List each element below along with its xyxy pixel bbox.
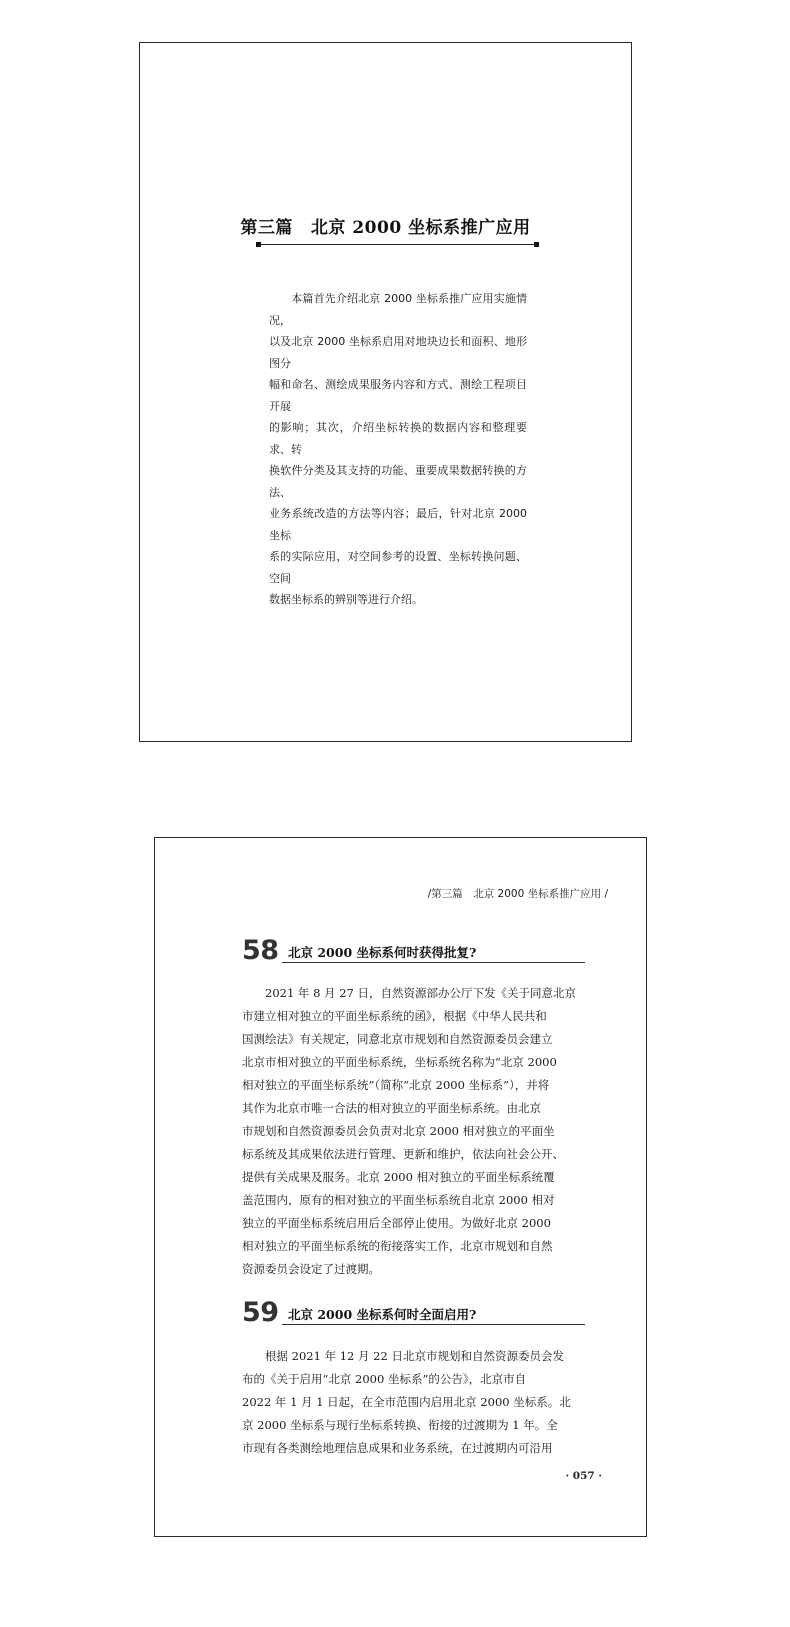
answer-paragraph-58: 2021 年 8 月 27 日，自然资源部办公厅下发《关于同意北京 市建立相对独立的平面坐标系统的函》，根据《中华人民共和 国测绘法》有关规定，同意北京市规划和自然资源委员会建立 北京市相对独立的平面坐标系统，坐标系统名称为“北京 2000 相对独立的平面坐标系统”（简称“北京 2000 坐标系”），并将 其作为北京市唯一合法的相对独立的平面坐标系统。由北京 市规划和自然资源委员会负责对北京 2000 相对独立的平面坐 标系统及其成果依法进行管理、更新和维护，依法向社会公开、 提供有关成果及服务。北京 2000 相对独立的平面坐标系统覆 盖范围内，原有的相对独立的平面坐标系统自北京 2000 相对 独立的平面坐标系统启用后全部停止使用。为做好北京 2000 相对独立的平面坐标系统的衔接落实工作，北京市规划和自然 资源委员会设定了过渡期。 (242, 986, 576, 1276)
part-label: 第三篇 (240, 218, 293, 238)
question-number: 58 (242, 935, 279, 966)
question-title: 北京 2000 坐标系何时获得批复? (288, 945, 477, 960)
answer-paragraph-59: 根据 2021 年 12 月 22 日北京市规划和自然资源委员会发 布的《关于启用“北京 2000 坐标系”的公告》，北京市自 2022 年 1 月 1 日起，在全市范围内启用北京 2000 坐标系。北 京 2000 坐标系与现行坐标系转换、衔接的过渡期为 1 年。全 市现有各类测绘地理信息成果和业务系统，在过渡期内可沿用 (242, 1349, 571, 1455)
rule-right-square (534, 242, 539, 247)
running-header: /第三篇 北京 2000 坐标系推广应用 / (427, 888, 608, 900)
page-number: · 057 · (565, 1470, 602, 1482)
question-title: 北京 2000 坐标系何时全面启用? (288, 1307, 477, 1322)
question-number: 59 (242, 1297, 279, 1328)
question-heading-59 (242, 1295, 585, 1328)
heading-rule (282, 1324, 585, 1325)
part-title (140, 213, 631, 238)
rule-left-square (256, 242, 261, 247)
title-underline (258, 244, 538, 245)
heading-rule (282, 962, 585, 963)
part-name: 北京 2000 坐标系推广应用 (310, 218, 531, 238)
part-intro-paragraph: 本篇首先介绍北京 2000 坐标系推广应用实施情况， 以及北京 2000 坐标系启用对地块边长和面积、地形图分 幅和命名、测绘成果服务内容和方式、测绘工程项目开展 的影响；其次，介绍坐标转换的数据内容和整理要求、转 换软件分类及其支持的功能、重要成果数据转换的方法、 业务系统改造的方法等内容；最后，针对北京 2000 坐标 系的实际应用，对空间参考的设置、坐标转换问题、空间 数据坐标系的辨别等进行介绍。 (269, 292, 527, 606)
question-heading-58 (242, 933, 585, 966)
part-title-page (139, 42, 632, 742)
content-page (154, 837, 647, 1537)
